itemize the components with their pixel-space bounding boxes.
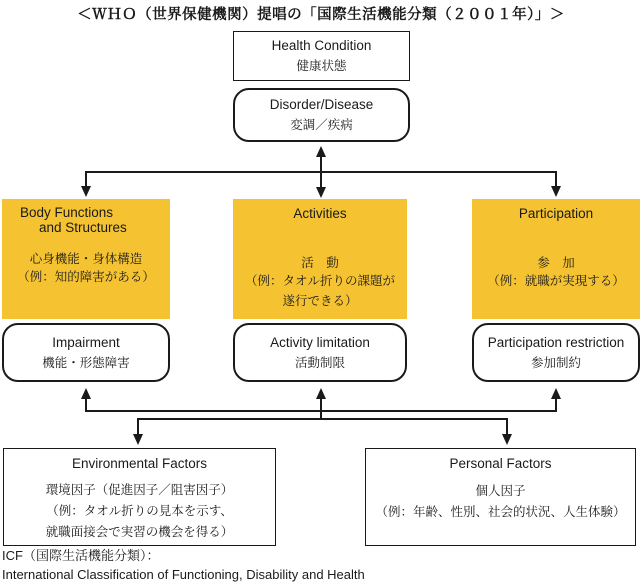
disorder-disease-label-en: Disorder/Disease <box>269 97 374 112</box>
arrowhead-down-right-top <box>551 186 561 197</box>
connector-top-branch-line <box>86 171 556 173</box>
disorder-disease-box <box>233 88 410 142</box>
impairment-label-en: Impairment <box>52 334 120 350</box>
health-condition-label-ja: 健康状態 <box>296 59 347 73</box>
activities-example-line2: 遂行できる） <box>282 294 358 308</box>
body-functions-label-ja: 心身機能・身体構造 <box>29 252 143 266</box>
arrowhead-down-personal <box>502 434 512 445</box>
participation-box <box>472 199 640 319</box>
connector-upper-branch-line <box>86 410 557 412</box>
environmental-factors-box <box>3 448 276 546</box>
activities-label-ja: 活 動 <box>301 256 339 270</box>
participation-restriction-label-en: Participation restriction <box>487 334 625 350</box>
environmental-factors-example-line1: （例：タオル折りの見本を示す、 <box>46 504 233 518</box>
body-functions-label-en2: and Structures <box>39 220 127 235</box>
personal-factors-label-en: Personal Factors <box>449 456 552 471</box>
environmental-factors-label-ja: 環境因子（促進因子／阻害因子） <box>45 483 234 497</box>
activities-label-en: Activities <box>293 206 347 221</box>
diagram-title: ＜ＷＨＯ（世界保健機関）提唱の「国際生活機能分類（２００１年）」＞ <box>77 7 565 23</box>
impairment-box <box>2 323 170 382</box>
participation-example: （例：就職が実現する） <box>487 274 625 288</box>
impairment-label-ja: 機能・形態障害 <box>42 355 130 370</box>
connector-top-right-stub <box>555 171 557 187</box>
environmental-factors-example-line2: 就職面接会で実習の機会を得る） <box>45 525 234 539</box>
participation-label-ja: 参 加 <box>537 256 575 270</box>
activity-limitation-label-ja: 活動制限 <box>294 355 345 370</box>
participation-restriction-box <box>472 323 640 382</box>
activities-box <box>233 199 407 319</box>
footer-note <box>2 546 365 584</box>
personal-factors-box <box>365 448 636 546</box>
body-functions-box <box>2 199 170 319</box>
personal-factors-label-ja: 個人因子 <box>475 484 526 498</box>
connector-top-left-stub <box>85 171 87 187</box>
connector-personal-stub <box>506 418 508 435</box>
health-condition-box <box>233 31 410 81</box>
health-condition-label-en: Health Condition <box>271 38 372 53</box>
arrowhead-down-left-top <box>81 186 91 197</box>
arrowhead-down-env <box>133 434 143 445</box>
personal-factors-example: （例：年齢、性別、社会的状況、人生体験） <box>375 505 626 519</box>
disorder-disease-label-ja: 変調／疾病 <box>290 118 353 132</box>
body-functions-example: （例：知的障害がある） <box>17 270 155 284</box>
footer-line1: ICF（国際生活機能分類）： <box>2 548 160 563</box>
body-functions-label-en1: Body Functions <box>20 205 114 220</box>
participation-restriction-label-ja: 参加制約 <box>530 355 581 370</box>
participation-label-en: Participation <box>518 206 594 221</box>
connector-lower-branch-line <box>138 418 508 420</box>
connector-env-stub <box>137 418 139 435</box>
activity-limitation-label-en: Activity limitation <box>270 334 370 350</box>
environmental-factors-label-en: Environmental Factors <box>71 456 208 471</box>
activities-example-line1: （例：タオル折りの課題が <box>244 274 395 288</box>
footer-line2: International Classification of Functioning, Disability and Health <box>2 567 365 582</box>
activity-limitation-box <box>233 323 407 382</box>
arrowhead-up-center-top <box>316 146 326 157</box>
arrowhead-down-center-top <box>316 187 326 198</box>
connector-bottom-center-stub <box>320 397 322 420</box>
